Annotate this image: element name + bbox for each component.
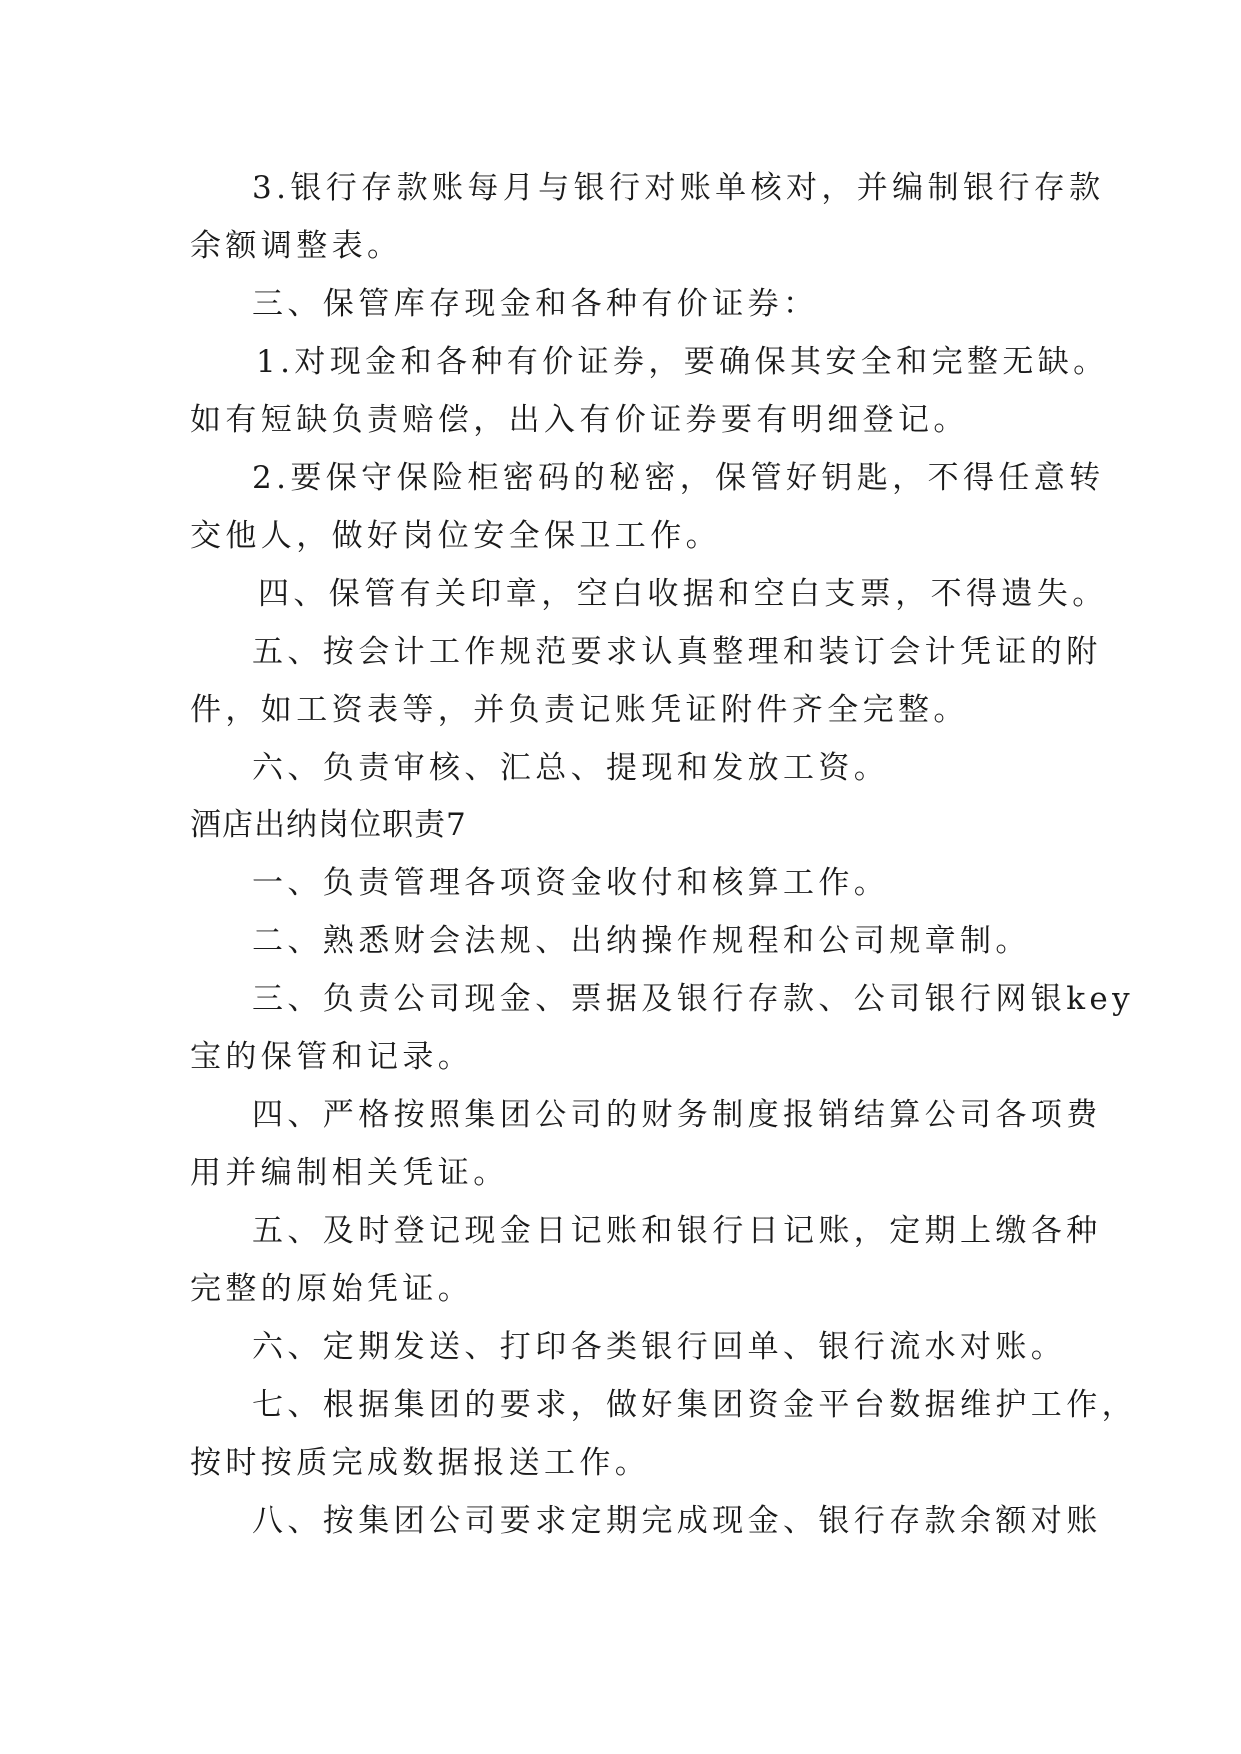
paragraph-line: 完整的原始凭证。	[190, 1271, 474, 1307]
paragraph-line: 宝的保管和记录。	[190, 1039, 474, 1075]
paragraph-line: 余额调整表。	[190, 228, 403, 264]
paragraph-line: 二、熟悉财会法规、出纳操作规程和公司规章制。	[252, 923, 1031, 959]
paragraph-line: 2.要保守保险柜密码的秘密，保管好钥匙，不得任意转	[252, 460, 1105, 496]
paragraph-line: 件，如工资表等，并负责记账凭证附件齐全完整。	[190, 692, 969, 728]
paragraph-line: 四、保管有关印章，空白收据和空白支票，不得遗失。	[258, 576, 1108, 612]
paragraph-line: 1.对现金和各种有价证券，要确保其安全和完整无缺。	[256, 344, 1109, 380]
section-heading: 三、保管库存现金和各种有价证券：	[252, 286, 819, 322]
paragraph-line: 四、严格按照集团公司的财务制度报销结算公司各项费	[252, 1097, 1102, 1133]
paragraph-line: 按时按质完成数据报送工作。	[190, 1445, 651, 1481]
paragraph-line: 八、按集团公司要求定期完成现金、银行存款余额对账	[252, 1503, 1102, 1539]
paragraph-line: 七、根据集团的要求，做好集团资金平台数据维护工作，	[252, 1387, 1137, 1423]
paragraph-line: 3.银行存款账每月与银行对账单核对，并编制银行存款	[252, 170, 1105, 206]
paragraph-line: 三、负责公司现金、票据及银行存款、公司银行网银key	[252, 981, 1135, 1017]
paragraph-line: 五、及时登记现金日记账和银行日记账，定期上缴各种	[252, 1213, 1102, 1249]
paragraph-line: 六、负责审核、汇总、提现和发放工资。	[252, 750, 890, 786]
paragraph-line: 六、定期发送、打印各类银行回单、银行流水对账。	[252, 1329, 1067, 1365]
paragraph-line: 交他人，做好岗位安全保卫工作。	[190, 518, 721, 554]
paragraph-line: 一、负责管理各项资金收付和核算工作。	[252, 865, 890, 901]
paragraph-line: 五、按会计工作规范要求认真整理和装订会计凭证的附	[252, 634, 1102, 670]
paragraph-line: 用并编制相关凭证。	[190, 1155, 509, 1191]
paragraph-line: 如有短缺负责赔偿，出入有价证券要有明细登记。	[190, 402, 969, 438]
section-title: 酒店出纳岗位职责7	[190, 807, 467, 843]
